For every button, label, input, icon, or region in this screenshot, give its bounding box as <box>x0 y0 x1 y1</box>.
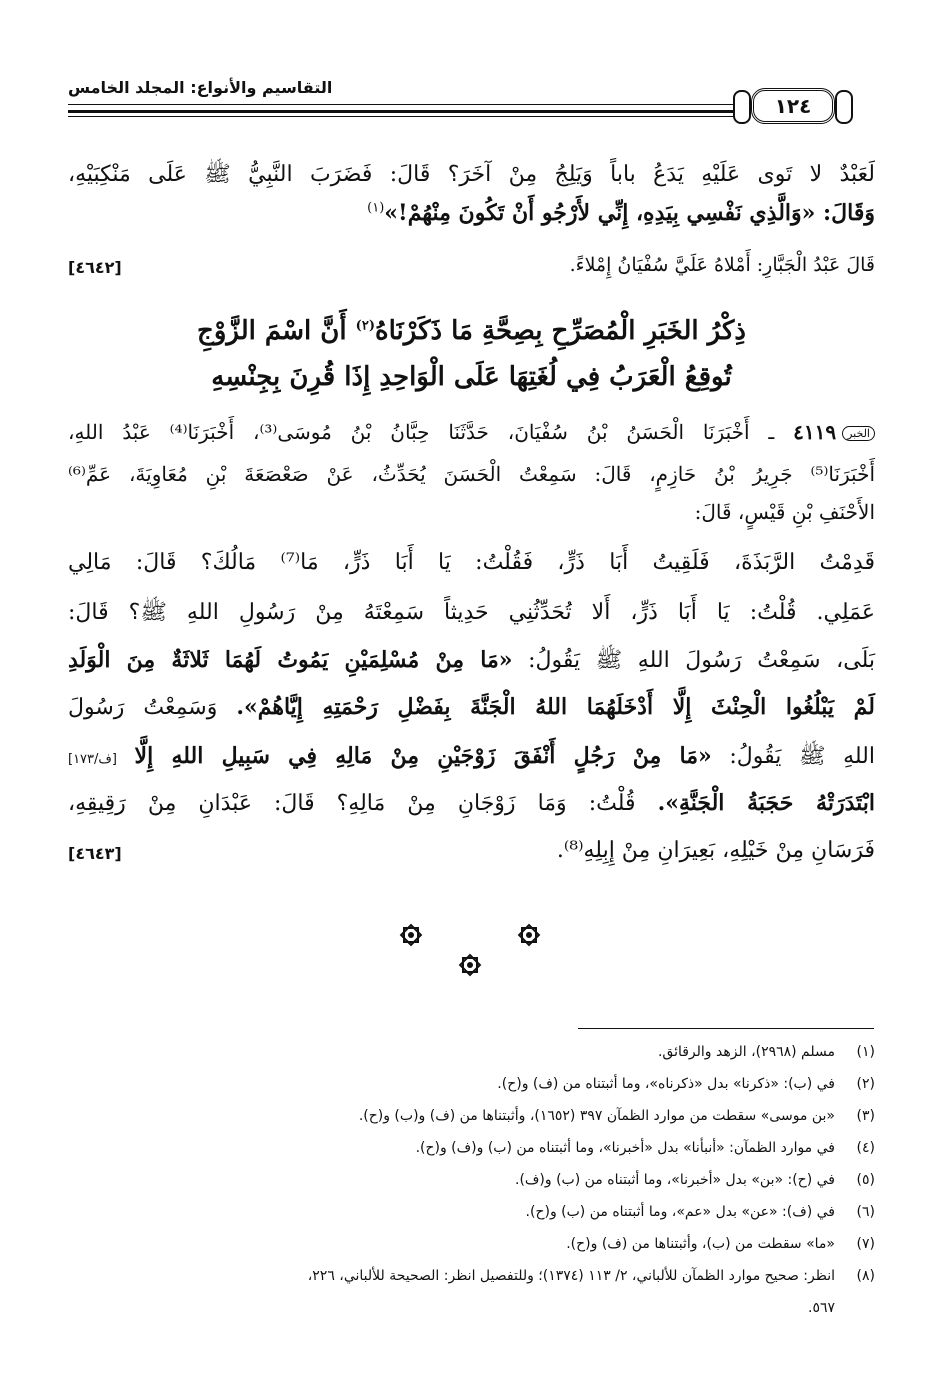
footnote-marker-1: (١) <box>367 200 385 216</box>
footnote-number: (٨) <box>856 1268 875 1284</box>
footnote-number: (١) <box>856 1044 875 1060</box>
footnote-text: في موارد الظمآن: «أنبأنا» بدل «أخبرنا»، وما أثبتناه من (ب) و(ف) و(ح). <box>415 1140 835 1156</box>
footnote-marker-2: (٢) <box>355 318 375 334</box>
heading-text-b: أَنَّ اسْمَ الزَّوْجِ <box>197 316 347 346</box>
ornament-icon <box>398 922 424 948</box>
hadith-ref-4643: [٤٦٤٣] <box>68 844 122 863</box>
header-rule-bottom <box>68 116 744 117</box>
matn-text-6b: قُلْتُ: وَمَا زَوْجَانِ مِنْ مَالِهِ؟ قَالَ: عَبْدَانِ مِنْ رَقِيقِهِ، <box>68 791 636 816</box>
header-rule-top <box>68 104 744 105</box>
matn-text-5a: اللهِ ﷺ يَقُولُ: <box>729 744 875 769</box>
badge-cap-left <box>733 90 751 124</box>
running-title: التقاسيم والأنواع: المجلد الخامس <box>68 78 333 97</box>
matn-line-1: قَدِمْتُ الرَّبَذَةَ، فَلَقِيتُ أَبَا ذَرٍّ، فَقُلْتُ: يَا أَبَا ذَرٍّ، مَا⁽⁷⁾ مَالُكَ؟ قَالَ: مَالِي <box>68 550 875 575</box>
footnote-2 <box>68 1076 875 1092</box>
footnote-4 <box>68 1140 875 1156</box>
footnote-text: في (ب): «ذكرنا» بدل «ذكرناه»، وما أثبتناه من (ف) و(ح). <box>497 1076 835 1092</box>
matn-quote-6a: ابْتَدَرَتْهُ حَجَبَةُ الْجَنَّةِ». <box>657 790 875 816</box>
matn-text-4b: وَسَمِعْتُ رَسُولَ <box>68 695 218 720</box>
footnote-text: «بن موسى» سقطت من موارد الظمآن ٣٩٧ (١٦٥٢)، وأثبتناها من (ف) و(ب) و(ح). <box>358 1108 835 1124</box>
footnote-5 <box>68 1172 875 1188</box>
isnad-line-2: أَخْبَرَنَا⁽⁵⁾ جَرِيرُ بْنُ حَازِمٍ، قَالَ: سَمِعْتُ الْحَسَنَ يُحَدِّثُ، عَنْ صَعْصَعَةَ بْنِ مُعَاوِيَةَ، عَمِّ⁽⁶⁾ <box>68 462 875 486</box>
matn-line-6 <box>68 790 875 816</box>
matn-line-2: عَمَلِي. قُلْتُ: يَا أَبَا ذَرٍّ، أَلا تُحَدِّثُنِي حَدِيثاً سَمِعْتَهُ مِنْ رَسُولِ اللهِ ﷺ؟ قَالَ: <box>68 600 875 625</box>
khabar-mark-icon: الخبر <box>842 426 875 441</box>
footnote-number: (٦) <box>856 1204 875 1220</box>
hadith-number: ٤١١٩ <box>793 420 837 444</box>
matn-line-5 <box>68 742 875 774</box>
heading-text-a: ذِكْرُ الخَبَرِ الْمُصَرِّحِ بِصِحَّةِ مَا ذَكَرْنَاهُ <box>374 316 746 346</box>
text-line-3: قَالَ عَبْدُ الْجَبَّارِ: أَمْلاهُ عَلَيَّ سُفْيَانُ إِمْلاءً. <box>569 254 875 276</box>
page-number-badge: ١٢٤ <box>751 88 835 124</box>
footnote-number: (٣) <box>856 1108 875 1124</box>
matn-quote-5b: «مَا مِنْ رَجُلٍ أَنْفَقَ زَوْجَيْنِ مِنْ مَالِهِ فِي سَبِيلِ اللهِ إِلَّا <box>134 743 712 769</box>
footnote-3 <box>68 1108 875 1124</box>
matn-line-3 <box>68 646 875 678</box>
footnote-text: «ما» سقطت من (ب)، وأثبتناها من (ف) و(ح). <box>566 1236 835 1252</box>
ornament-icon <box>457 952 483 978</box>
matn-quote-4a: لَمْ يَبْلُغُوا الْحِنْثَ إِلَّا أَدْخَلَهُمَا اللهُ الْجَنَّةَ بِفَضْلِ رَحْمَتِهِ إِيَّاهُمْ». <box>236 694 875 720</box>
matn-text-3a: بَلَى، سَمِعْتُ رَسُولَ اللهِ ﷺ يَقُولُ: <box>528 648 876 673</box>
matn-quote-3b: «مَا مِنْ مُسْلِمَيْنِ يَمُوتُ لَهُمَا ثَلاثَةٌ مِنَ الْوَلَدِ <box>68 647 513 673</box>
footnote-number: (٧) <box>856 1236 875 1252</box>
text-line-2 <box>68 200 875 226</box>
footnote-number: (٢) <box>856 1076 875 1092</box>
footnote-text: انظر: صحيح موارد الظمآن للألباني، ٢/ ١١٣ (١٣٧٤)؛ وللتفصيل انظر: الصحيحة للألباني، ٢٢٦، <box>307 1268 835 1284</box>
matn-line-7: فَرَسَانِ مِنْ خَيْلِهِ، بَعِيرَانِ مِنْ إِبِلِهِ⁽⁸⁾. <box>556 838 875 863</box>
chapter-heading-line-2: تُوقِعُ الْعَرَبُ فِي لُغَتِهَا عَلَى الْوَاحِدِ إِذَا قُرِنَ بِجِنْسِهِ <box>211 362 732 392</box>
matn-line-4 <box>68 694 875 720</box>
badge-cap-right <box>835 90 853 124</box>
footnote-text: مسلم (٢٩٦٨)، الزهد والرقائق. <box>657 1044 835 1060</box>
header-rule-thick <box>68 110 744 113</box>
isnad-line-1 <box>68 420 875 444</box>
footnote-1 <box>68 1044 875 1060</box>
hadith-quote: وَقَالَ: «وَالَّذِي نَفْسِي بِيَدِهِ، إِنِّي لأَرْجُو أَنْ تَكُونَ مِنْهُمْ!» <box>384 200 875 226</box>
ornament-icon <box>516 922 542 948</box>
footnote-6 <box>68 1204 875 1220</box>
footnote-number: (٥) <box>856 1172 875 1188</box>
footnote-text: في (ف): «عن» بدل «عم»، وما أثبتناه من (ب) و(ح). <box>525 1204 835 1220</box>
isnad-line-3: الأَحْنَفِ بْنِ قَيْسٍ، قَالَ: <box>694 500 875 524</box>
chapter-heading-line-1 <box>100 316 843 346</box>
text-line-1: لَعَبْدٌ لا تَوى عَلَيْهِ يَدَعُ باباً وَيَلِجُ مِنْ آخَرَ؟ قَالَ: فَضَرَبَ النَّبِيُّ ﷺ عَلَى مَنْكِبَيْهِ، <box>68 162 875 187</box>
isnad-text-1: ـ أَخْبَرَنَا الْحَسَنُ بْنُ سُفْيَانَ، حَدَّثَنَا حِبَّانُ بْنُ مُوسَى⁽³⁾، أَخْبَرَنَا⁽⁴⁾ عَبْدُ اللهِ، <box>68 420 775 444</box>
hadith-ref-4642: [٤٦٤٢] <box>68 258 122 277</box>
marginal-ref: [ف/١٧٣] <box>68 752 117 767</box>
footnote-number: (٤) <box>856 1140 875 1156</box>
footnote-8-continuation: ٥٦٧. <box>807 1300 835 1316</box>
footnote-8 <box>68 1268 875 1284</box>
footnote-separator <box>578 1028 874 1029</box>
page-header <box>68 70 875 120</box>
footnote-text: في (ح): «بن» بدل «أخبرنا»، وما أثبتناه من (ب) و(ف). <box>515 1172 835 1188</box>
footnote-7 <box>68 1236 875 1252</box>
